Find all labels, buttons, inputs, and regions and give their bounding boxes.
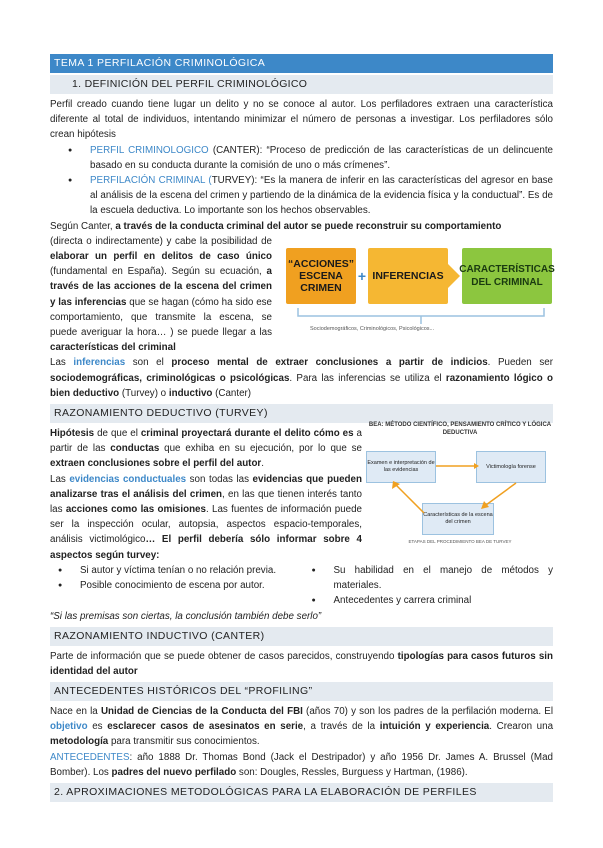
antecedentes-paragraph-2: ANTECEDENTES: año 1888 Dr. Thomas Bond (Jack el Destripador) y año 1956 Dr. James A. Brussel (Mad Bomber). Los padres del nuevo perfilado son: Dougles, Ressles, Burguess y Hartman, (1986). <box>50 751 553 778</box>
bracket-line <box>296 308 546 326</box>
section-heading-inductivo: RAZONAMIENTO INDUCTIVO (CANTER) <box>50 627 553 646</box>
plus-sign: + <box>357 268 367 284</box>
caracteristicas-box: CARACTERÍSTICAS DEL CRIMINAL <box>462 248 552 304</box>
list-item: ● Posible conocimiento de escena por autor. <box>80 578 300 593</box>
inductivo-paragraph: Parte de información que se puede obtener de casos parecidos, construyendo tipologías para casos futuros sin identidad del autor <box>50 650 553 677</box>
escena-box: Características de la escena del crimen <box>422 503 494 535</box>
inferencias-paragraph: Las inferencias son el proceso mental de extraer conclusiones a partir de indicios. Pueden ser sociodemográficas, criminológicas o psicológicas. Para las inferencias se utiliza el razonamiento lógico o bien deductivo (Turvey) o inductivo (Canter) <box>50 357 554 399</box>
aspects-right <box>300 563 554 609</box>
list-item: ● PERFIL CRIMINOLOGICO (CANTER): “Proceso de predicción de las características de un delincuente basado en su conducta durante la comisión de uno o más crímenes”. <box>90 143 553 173</box>
document-title: TEMA 1 PERFILACIÓN CRIMINOLÓGICA <box>50 54 553 73</box>
canter-equation-figure <box>286 244 554 344</box>
deductivo-paragraph-1: Hipótesis de que el criminal proyectará durante el delito cómo es a partir de las conductas que exhiba en su ejecución, por lo que se extraen conclusiones sobre el perfil del autor. <box>50 428 363 470</box>
victimologia-box: Victimología forense <box>476 451 546 483</box>
canter-paragraph: Según Canter, a través de la conducta criminal del autor se puede reconstruir su comportamiento <box>50 220 502 232</box>
list-item: ● PERFILACIÓN CRIMINAL (TURVEY): “Es la manera de inferir en las características del agresor en base al análisis de la escena del crimen y partiendo de la dinámica de la evidencia física y la conductual”. Es de la escuela deductiva. Lo importante son los hechos observables. <box>90 173 553 219</box>
canter-paragraph-cont: (directa o indirectamente) y cabe la posibilidad de elaborar un perfil en delitos de caso único (fundamental en España). Según su ecuación, a través de las acciones de la escena del crimen y las inferencias que se hagan (cómo ha sido ese comportamiento, que transmite la escena, se puede averiguar la hora… ) se puede llegar a las características del criminal <box>50 235 272 354</box>
cycle-arrows <box>366 421 554 551</box>
list-item: ● Antecedentes y carrera criminal <box>334 593 554 608</box>
list-item: ● Si autor y víctima tenían o no relación previa. <box>80 563 300 578</box>
section-heading-antecedentes: ANTECEDENTES HISTÓRICOS DEL “PROFILING” <box>50 682 553 701</box>
list-item: ● Su habilidad en el manejo de métodos y materiales. <box>334 563 554 593</box>
inferencias-caption: Sociodemográficos, Criminológicos, Psicológicos... <box>310 326 435 332</box>
bea-diagram <box>366 421 554 551</box>
section-heading-definicion: 1. DEFINICIÓN DEL PERFIL CRIMINOLÓGICO <box>50 75 553 94</box>
inferencias-box: INFERENCIAS <box>368 248 448 304</box>
intro-paragraph: Perfil creado cuando tiene lugar un delito y no se conoce al autor. Los perfiladores extraen una característica diferente al total de individuos, intentando minimizar el número de personas a investigar. Los perfiladores sólo crean hipótesis <box>50 99 553 141</box>
examen-box: Examen e interpretación de las evidencias <box>366 451 436 483</box>
aspects-left <box>50 563 300 609</box>
bea-caption: ETAPAS DEL PROCEDIMIENTO BEA DE TURVEY <box>408 539 512 544</box>
turvey-aspects <box>50 563 553 609</box>
arrow-right-icon <box>448 264 460 288</box>
section-heading-aproximaciones: 2. APROXIMACIONES METODOLÓGICAS PARA LA ELABORACIÓN DE PERFILES <box>50 783 553 802</box>
definition-list <box>50 143 553 219</box>
deductive-quote: “Si las premisas son ciertas, la conclusión también debe serlo” <box>50 610 322 622</box>
acciones-box: “ACCIONES” ESCENA CRIMEN <box>286 248 356 304</box>
deductivo-paragraph-2: Las evidencias conductuales son todas las evidencias que pueden analizarse tras el análisis del crimen, en las que tienen interés tanto las acciones como las omisiones. Las fuentes de información puede ser la inspección ocular, autopsia, aspectos espacio-temporales, análisis victimológico… El perfil debería sólo informar sobre 4 aspectos según turvey: <box>50 473 363 561</box>
section-heading-deductivo: RAZONAMIENTO DEDUCTIVO (TURVEY) <box>50 404 553 423</box>
antecedentes-paragraph-1: Nace en la Unidad de Ciencias de la Conducta del FBI (años 70) y son los padres de la perfilación moderna. El objetivo es esclarecer casos de asesinatos en serie, a través de la intuición y experiencia. Crearon una metodología para transmitir sus conocimientos. <box>50 705 554 748</box>
document-page <box>50 54 553 802</box>
bea-title: BEA: MÉTODO CIENTÍFICO, PENSAMIENTO CRÍTICO Y LÓGICA DEDUCTIVA <box>368 422 552 436</box>
